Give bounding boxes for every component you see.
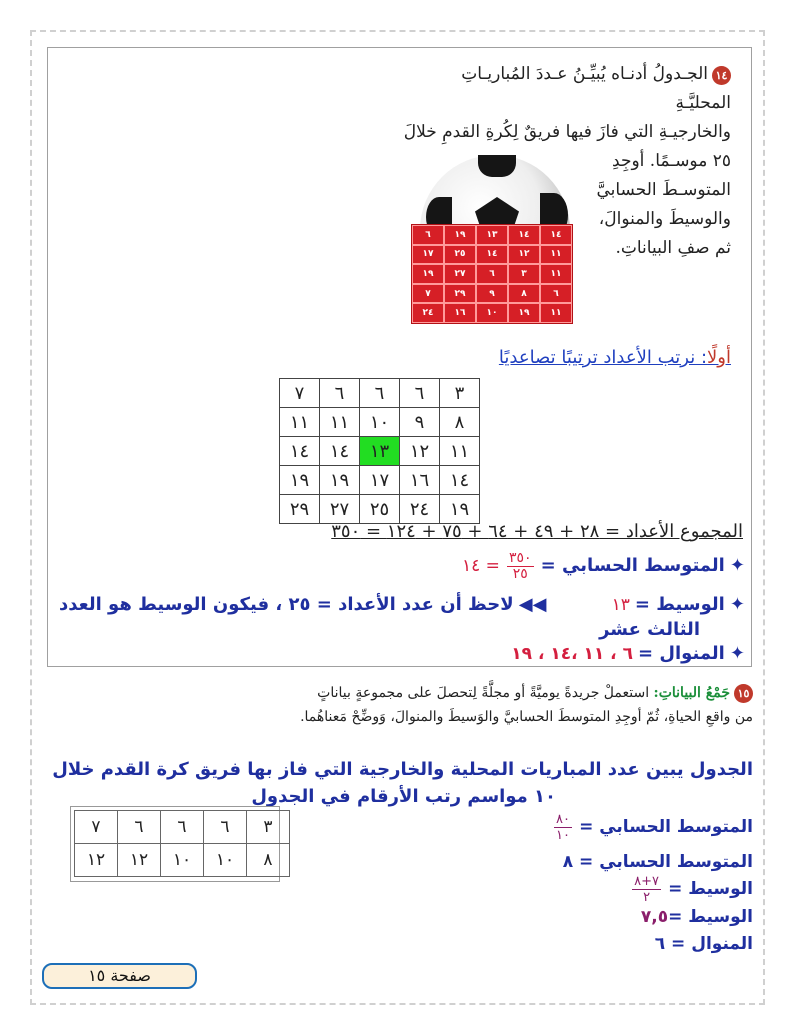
median-line bbox=[59, 594, 745, 615]
q15-text bbox=[53, 681, 753, 729]
answer-mean-fraction: $\frac{٨٠}{١٠}$ bbox=[556, 812, 570, 843]
q14-line-2: والخارجيـةِ التي فازَ فيها فريقٌ لِكُرةِ القدمِ خلالَ bbox=[403, 122, 731, 142]
mean-result: = ١٤ bbox=[461, 556, 500, 576]
answer-median-2: الوسيط =٧,٥ bbox=[640, 907, 753, 927]
median-note: لاحظ أن عدد الأعداد = ٢٥ ، فيكون الوسيط هو العدد bbox=[59, 594, 514, 615]
bullet-icon: ✦ bbox=[729, 643, 745, 664]
answer-median-fraction: $\frac{٧+٨}{٢}$ bbox=[634, 874, 659, 905]
mean-fraction: $\frac{٣٥٠}{٢٥}$ bbox=[508, 550, 532, 582]
sum-line: المجموع الأعداد = ٢٨ + ٤٩ + ٦٤ + ٧٥ + ١٢٤ = ٣٥٠ bbox=[331, 521, 743, 542]
bullet-icon: ✦ bbox=[729, 594, 745, 615]
answer-mean-1: المتوسط الحسابي = $\frac{٨٠}{١٠}$ bbox=[556, 812, 753, 843]
table-row: ٧ ٦ ٦ ٦ ٣ bbox=[75, 811, 290, 844]
table-row: ٧ ٦ ٦ ٦ ٣ bbox=[280, 379, 480, 408]
answer-line-1: الجدول يبين عدد المباريات المحلية والخارجية التي فاز بها فريق كرة القدم خلال bbox=[52, 759, 753, 780]
answer-line-2: ١٠ مواسم رتب الأرقام في الجدول bbox=[251, 786, 556, 807]
q14-line-4: المتوسـطَ الحسابيَّ bbox=[596, 180, 731, 200]
page-number-badge: صفحة ١٥ bbox=[42, 963, 197, 989]
table-row: ٢٩ ٢٧ ٢٥ ٢٤ ١٩ bbox=[280, 495, 480, 524]
mode-label: المنوال = bbox=[638, 643, 725, 664]
solution-heading bbox=[499, 347, 731, 368]
q14-line-5: والوسيطَ والمنوالَ، bbox=[598, 209, 731, 229]
q15-title: جَمْعُ البياناتِ: bbox=[653, 685, 730, 701]
table-row: ١١ ١١ ١٠ ٩ ٨ bbox=[280, 408, 480, 437]
sorted-numbers-table bbox=[279, 378, 480, 524]
q15-line-2: من واقعِ الحياةِ، ثُمّ أوجِدِ المتوسطَ الحسابيَّ والوَسيطَ والمنوالَ، وَوضِّحْ مَعناهُما. bbox=[300, 709, 753, 725]
q14-line-6: ثم صفِ البياناتِ. bbox=[615, 238, 731, 258]
mode-line bbox=[511, 643, 745, 664]
answer-table bbox=[74, 810, 290, 877]
q14-line-3: ٢٥ موسـمًا. أوجِدِ bbox=[612, 151, 731, 171]
bullet-icon: ✦ bbox=[729, 555, 745, 576]
double-arrow-icon: ◀◀ bbox=[518, 594, 547, 615]
answer-mean-2: المتوسط الحسابي = ٨ bbox=[562, 852, 753, 872]
solution-heading-text: : نرتب الأعداد ترتيبًا تصاعديًا bbox=[498, 347, 708, 368]
table-row: ١٢ ١٢ ١٠ ١٠ ٨ bbox=[75, 844, 290, 877]
q14-number-badge: ١٤ bbox=[712, 66, 731, 85]
solution-heading-prefix: أولًا bbox=[707, 347, 731, 368]
mode-value: ٦ ، ١١ ،١٤ ، ١٩ bbox=[511, 644, 633, 664]
median-value: ١٣ bbox=[611, 595, 630, 615]
median-note-2: الثالث عشر bbox=[599, 619, 700, 640]
q15-line-1: ١٥جَمْعُ البياناتِ: استعملْ جريدةً يوميَّةً أو مجلَّةً لِتحصلَ على مجموعةٍ بياناتٍ bbox=[53, 681, 753, 705]
mean-label: المتوسط الحسابي = bbox=[540, 555, 725, 576]
q14-data-table: ١٤ ١٤ ١٣ ١٩ ٦ ١١ ١٢ ١٤ ٢٥ ١٧ ١١ ٣ ٦ ٢٧ ١٩ ٦ ٨ ٩ ٢٩ ٧ ١١ ١٩ ١٠ ١٦ ٢٤ bbox=[411, 224, 573, 324]
mean-line bbox=[462, 551, 745, 582]
table-row: ١٩ ١٩ ١٧ ١٦ ١٤ bbox=[280, 466, 480, 495]
median-label: الوسيط = bbox=[634, 594, 725, 615]
q14-line-1: ١٤الجـدولُ أدنـاه يُبيِّـنُ عـددَ المُباريـاتِ المحليَّـةِ bbox=[461, 64, 731, 113]
q15-number-badge: ١٥ bbox=[734, 684, 753, 703]
table-row: ١٤ ١٤ ١٣ ١٢ ١١ bbox=[280, 437, 480, 466]
answer-median-1: الوسيط = $\frac{٧+٨}{٢}$ bbox=[634, 874, 753, 905]
median-cell: ١٣ bbox=[360, 437, 400, 466]
answer-mode: المنوال = ٦ bbox=[654, 934, 753, 954]
